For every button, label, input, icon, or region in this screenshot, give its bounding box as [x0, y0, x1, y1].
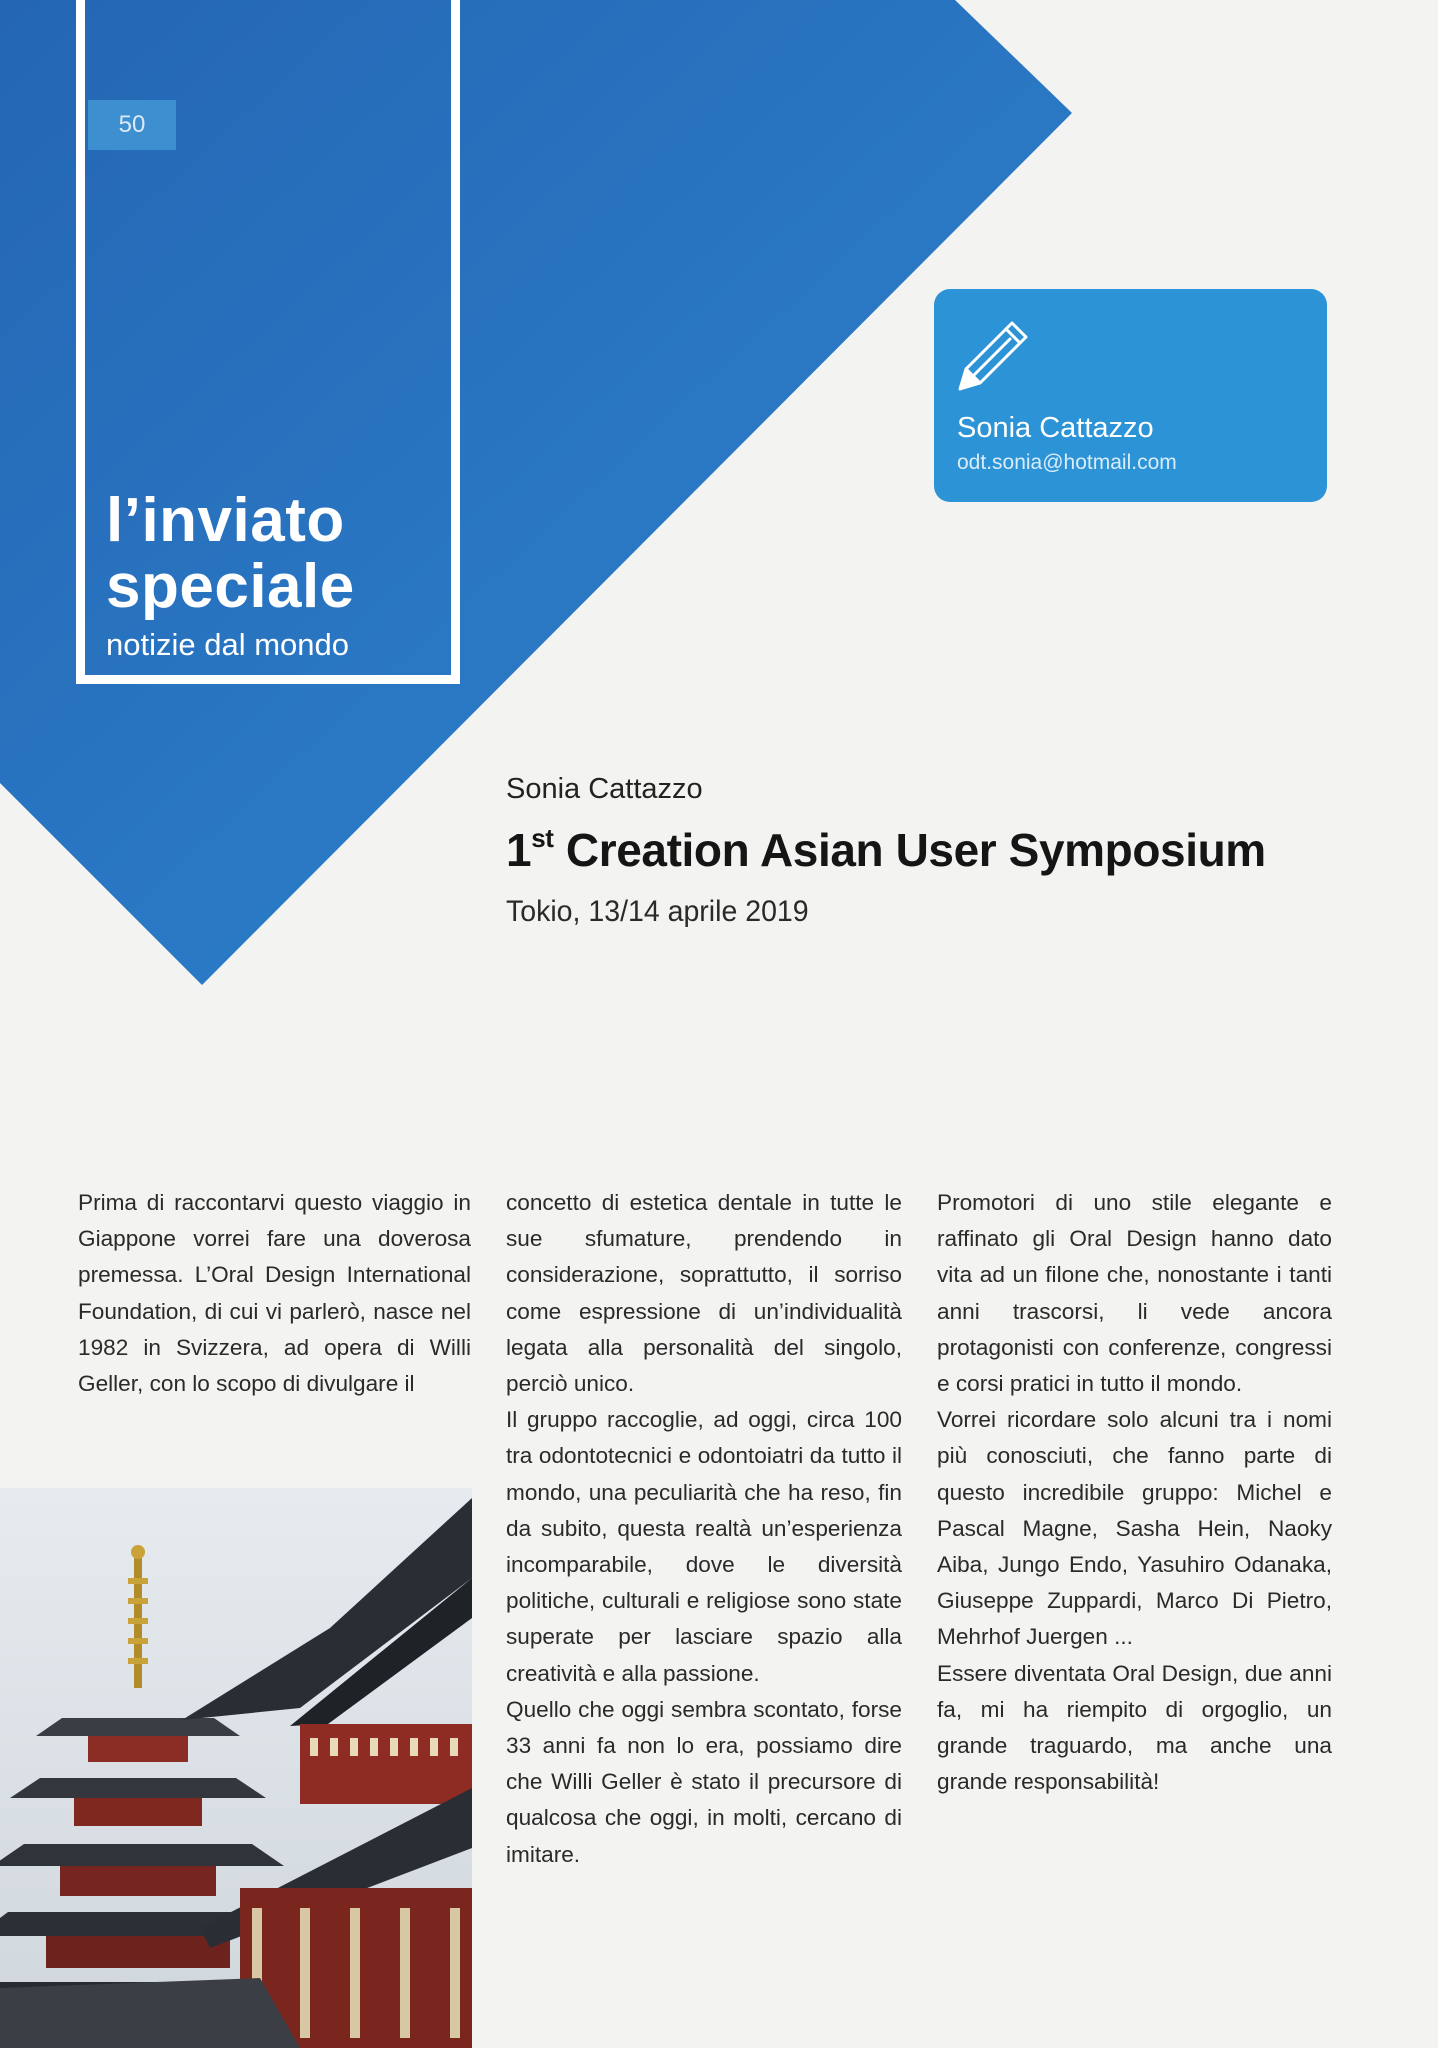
text-column-1	[78, 1185, 471, 1402]
author-email-link[interactable]: odt.sonia@hotmail.com	[957, 451, 1177, 474]
paragraph: Promotori di uno stile elegante e raffinato gli Oral Design hanno dato vita ad un filone che, nonostante i tanti anni trascorsi, li vede ancora protagonisti con conferenze, congressi e corsi pratici in tutto il mondo.	[937, 1190, 1332, 1397]
section-title	[106, 488, 446, 620]
paragraph: Vorrei ricordare solo alcuni tra i nomi più conosciuti, che fanno parte di questo incredibile gruppo: Michel e Pascal Magne, Sasha Hein, Naoky Aiba, Jungo Endo, Yasuhiro Odanaka, Giuseppe Zuppardi, Marco Di Pietro, Mehrhof Juergen ...	[937, 1407, 1332, 1650]
page-number: 50	[88, 100, 176, 150]
paragraph: Essere diventata Oral Design, due anni fa, mi ha riempito di orgoglio, un grande traguardo, ma anche una grande responsabilità!	[937, 1660, 1332, 1795]
headline-ordinal-suffix: st	[531, 823, 554, 853]
text-column-2	[506, 1185, 902, 1873]
section-title-line-2: speciale	[106, 552, 355, 621]
paragraph: Prima di raccontarvi questo viaggio in Giappone vorrei fare una doverosa premessa. L’Oral Design International Foundation, di cui vi parlerò, nasce nel 1982 in Svizzera, ad opera di Willi Geller, con lo scopo di divulgare il	[78, 1190, 471, 1397]
headline-ordinal: 1	[506, 824, 532, 876]
author-card	[934, 289, 1327, 502]
author-card-name: Sonia Cattazzo	[957, 412, 1154, 444]
article-headline	[506, 822, 1266, 878]
article-dateline: Tokio, 13/14 aprile 2019	[506, 895, 809, 928]
paragraph: Il gruppo raccoglie, ad oggi, circa 100 tra odontotecnici e odontoiatri da tutto il mondo, una peculiarità che ha reso, fin da subito, questa realtà un’esperienza incomparabile, dove le diversità politiche, culturali e religiose sono state superate per lasciare spazio alla creatività e alla passione.	[506, 1407, 902, 1686]
section-subtitle: notizie dal mondo	[106, 627, 349, 662]
paragraph: Quello che oggi sembra scontato, forse 33 anni fa non lo era, possiamo dire che Willi Geller è stato il precursore di qualcosa che oggi, in molti, cercano di imitare.	[506, 1696, 902, 1867]
paragraph: concetto di estetica dentale in tutte le sue sfumature, prendendo in considerazione, soprattutto, il sorriso come espressione di un’individualità legata alla personalità del singolo, perciò unico.	[506, 1190, 902, 1397]
headline-text: Creation Asian User Symposium	[553, 824, 1266, 876]
pagoda-temple-photo	[0, 1488, 472, 2048]
article-byline: Sonia Cattazzo	[506, 773, 703, 805]
pencil-icon	[954, 317, 1034, 397]
text-column-3	[937, 1185, 1332, 1800]
section-title-line-1: l’inviato	[106, 486, 345, 555]
